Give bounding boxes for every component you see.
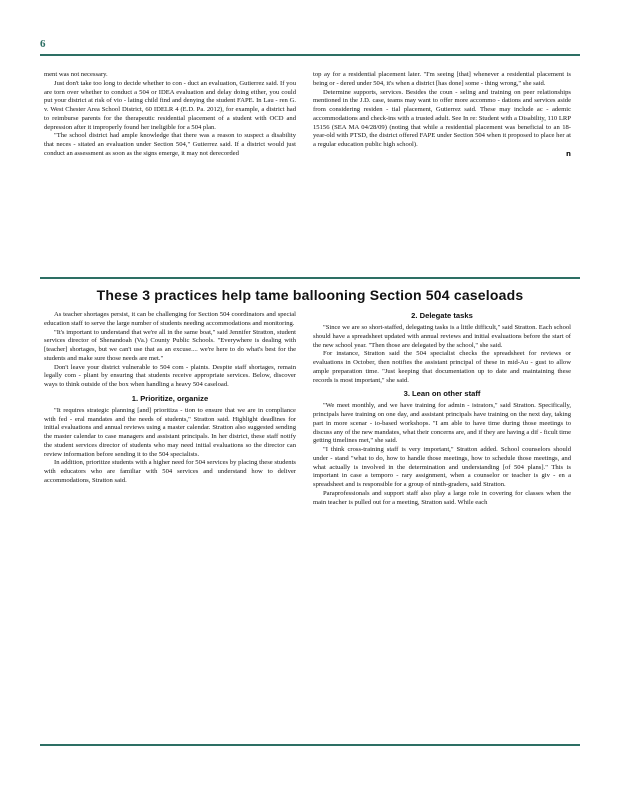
bottom-right-column	[313, 309, 571, 736]
paragraph: As teacher shortages persist, it can be challenging for Section 504 coordinators and special education staff to serve the large number of students needing accommodations and monitoring.	[44, 311, 296, 327]
section-rule	[40, 277, 580, 279]
bottom-left-column	[44, 311, 296, 736]
paragraph: "The school district had ample knowledge that there was a reason to suspect a disability that neces - sitated an evaluation under Section 504," Gutierrez said. If a district would just conduct an assessment as soon as the signs emerge, it may not derecorded	[44, 132, 296, 157]
headline: These 3 practices help tame ballooning Section 504 caseloads	[96, 287, 524, 303]
paragraph: Just don't take too long to decide whether to con - duct an evaluation, Gutierrez said. If you are torn over whether to conduct a 504 or IDEA evaluation and delay doing either, you could put your district at risk of vio - lating child find and denying the student FAPE. In Lau - ren G. v. West Chester Area School District, 60 IDELR 4 (E.D. Pa. 2012), for example, a district had to reimburse parents for the therapeutic residential placement of a student with OCD and depression after it improperly found her ineligible for a 504 plan.	[44, 79, 296, 131]
top-rule	[40, 54, 580, 56]
paragraph: top ay for a residential placement later. "I'm seeing [that] whenever a residential placement is being or - dered under 504, it's when a district [has done] some - thing wrong," she said.	[313, 71, 571, 87]
subheading: 3. Lean on other staff	[403, 389, 481, 399]
paragraph: "Since we are so short-staffed, delegating tasks is a little difficult," said Stratton. Each school should have a spreadsheet updated with annual reviews and initial evaluations before the start of the new school year. "Then those are delegated by the school," she said.	[313, 324, 571, 349]
paragraph: ment was not necessary.	[44, 71, 108, 78]
paragraph: "I think cross-training staff is very important," Stratton added. School counselors should under - stand "what to do, how to handle those meetings, how to schedule those meetings, and what actually is involved in the determination and understanding [of 504 plans]." This is important in case a temporo - rary assignment, when a counselor or teacher is giv - en a spreadsheet and is responsible for a group of ninth-graders, said Stratton.	[313, 446, 571, 488]
top-right-column	[313, 71, 571, 271]
top-left-column	[44, 71, 296, 271]
paragraph: For instance, Stratton said the 504 specialist checks the spreadsheet for reviews or evaluations in October, then notifies the assistant principal of these in mid-Au - gust to allow ample preparation time. "Just keeping that documentation up to date and maintaining these records is most important," she said.	[313, 350, 571, 384]
page-number: 6	[40, 38, 46, 50]
paragraph: "We meet monthly, and we have training for admin - istrators," said Stratton. Specifically, principals have training on one day, and assistant principals have training on the next day, taking part in more scenar - io-based workshops. "I am able to have time during those meetings to discuss any of the new mandates, what their concerns are, and if they are having a dif - ficult time getting timelines met," she said.	[313, 402, 571, 445]
end-mark: n	[566, 149, 571, 158]
paragraph: Determine supports, services. Besides the coun - seling and training on peer relationships mentioned in the J.D. case, teams may want to offer more accommo - dations and services aside from considering residen - tial placement, Gutierrez said. These may include ac - ademic accommodations and check-ins with a trusted adult. See In re: Student with a Disability, 110 LRP 15156 (SEA MA 04/28/09) (noting that while a residential placement was beneficial to an 18-year-old with PTSD, the district offered FAPE under Section 504 when it proposed to place her at a regular education public high school).	[313, 88, 571, 148]
paragraph: "It's important to understand that we're all in the same boat," said Jennifer Stratton, student services director of Shenandoah (Va.) County Public Schools. "Everywhere is dealing with [teacher] shortages, but we can't use that as an excuse.... we're here to do what's best for the students and make sure those needs are met."	[44, 328, 296, 362]
subheading: 2. Delegate tasks	[411, 311, 473, 320]
bottom-rule	[40, 744, 580, 746]
paragraph: Paraprofessionals and support staff also play a large role in covering for classes when the main teacher is pulled out for a meeting, Stratton said. While each	[313, 489, 571, 506]
paragraph: In addition, prioritize students with a higher need for 504 services by placing these students with educators who are familiar with 504 services and understand how to deliver accommodations, Stratton said.	[44, 459, 296, 484]
subheading: 1. Prioritize, organize	[131, 393, 209, 403]
paragraph: Don't leave your district vulnerable to 504 com - plaints. Despite staff shortages, remain legally com - pliant by ensuring that students receive appropriate services. Below, discover ways to think outside of the box when handling a heavy 504 caseload.	[44, 363, 296, 388]
paragraph: "It requires strategic planning [and] prioritiza - tion to ensure that we are in compliance with fed - eral mandates and the needs of students," Stratton said. Highlight deadlines for initial evaluations and annual reviews using a master calendar. Stratton also suggested sending the master calendar to case managers and assistant principals. In her district, these staff notify the student services director of students who may need initial evaluations so the director can review information before sending it to the 504 specialists.	[44, 406, 296, 458]
